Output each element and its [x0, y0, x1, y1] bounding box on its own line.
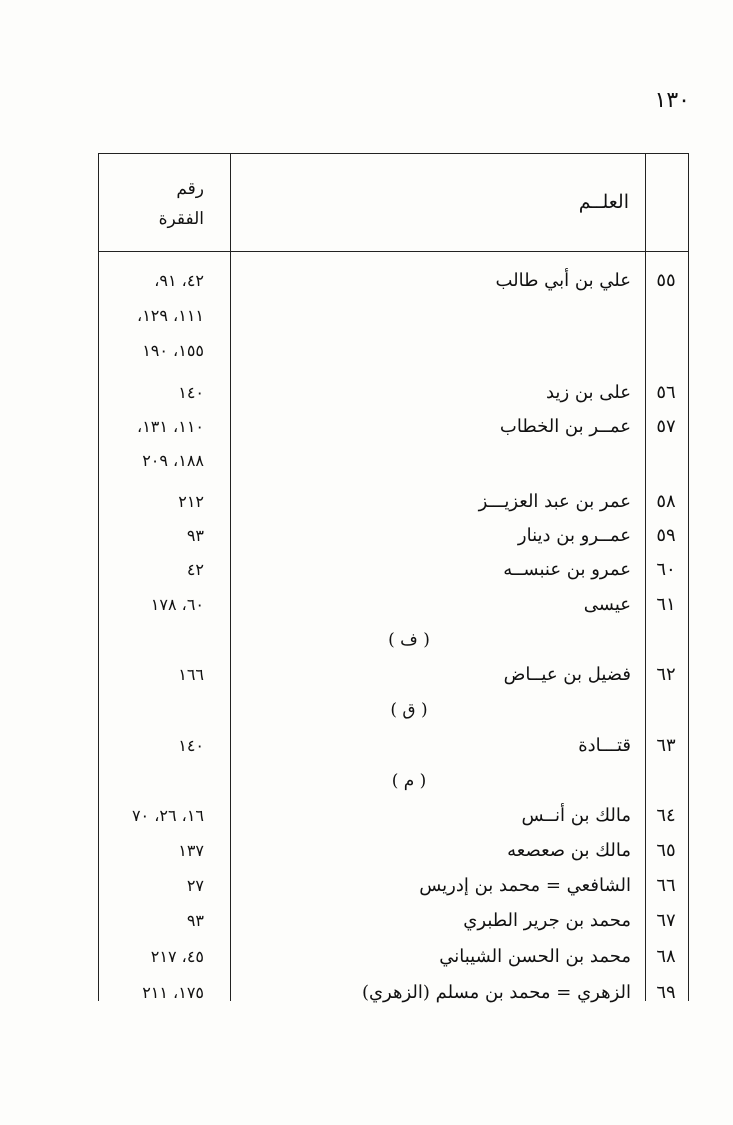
entry-number: ٦٨ — [656, 946, 676, 967]
paragraph-numbers: ١٧٥، ٢١١ — [142, 983, 204, 1002]
entry-number: ٦٥ — [656, 840, 676, 861]
paragraph-numbers: ١١٠، ١٣١، — [137, 417, 204, 436]
paragraph-numbers: ١٥٥، ١٩٠ — [142, 341, 204, 360]
entry-name: على بن زيد — [545, 382, 631, 403]
header-paragraph — [109, 174, 204, 234]
table-row — [99, 658, 688, 692]
header-paragraph-line1: رقم — [176, 179, 204, 199]
paragraph-numbers: ١٤٠ — [178, 736, 204, 755]
index-table — [98, 153, 689, 1001]
section-letter: ( ف ) — [388, 630, 430, 650]
header-name: العلــم — [578, 191, 629, 213]
entry-number: ٥٨ — [656, 491, 676, 512]
entry-name: عمــرو بن دينار — [517, 525, 631, 546]
paragraph-numbers: ١٦، ٢٦، ٧٠ — [131, 806, 204, 825]
entry-name: محمد بن جرير الطبري — [463, 910, 631, 931]
table-row — [99, 485, 688, 519]
entry-name: محمد بن الحسن الشيباني — [439, 946, 631, 967]
table-row — [99, 444, 688, 478]
entry-number: ٦٠ — [656, 559, 676, 580]
entry-name: عمــر بن الخطاب — [499, 416, 631, 437]
paragraph-numbers: ٤٢ — [186, 560, 204, 579]
section-letter: ( ق ) — [390, 700, 428, 720]
table-row — [99, 976, 688, 1010]
paragraph-numbers: ١١١، ١٢٩، — [137, 306, 204, 325]
entry-number: ٦٩ — [656, 982, 676, 1003]
entry-name: الزهري = محمد بن مسلم (الزهري) — [361, 982, 631, 1003]
table-row — [99, 869, 688, 903]
paragraph-numbers: ٩٣ — [186, 526, 204, 545]
entry-name: الشافعي = محمد بن إدريس — [419, 875, 631, 896]
table-row — [99, 904, 688, 938]
entry-name: قتـــادة — [578, 735, 631, 756]
entry-number: ٦٤ — [656, 805, 676, 826]
paragraph-numbers: ٩٣ — [186, 911, 204, 930]
paragraph-numbers: ١٨٨، ٢٠٩ — [142, 451, 204, 470]
entry-number: ٦٣ — [656, 735, 676, 756]
header-rule — [99, 251, 688, 252]
table-row — [99, 729, 688, 763]
entry-number: ٦٦ — [656, 875, 676, 896]
paragraph-numbers: ٤٥، ٢١٧ — [150, 947, 204, 966]
table-row — [99, 264, 688, 298]
entry-name: مالك بن صعصعه — [507, 840, 631, 861]
entry-number: ٦٢ — [656, 664, 676, 685]
entry-name: فضيل بن عيــاض — [503, 664, 631, 685]
entry-number: ٥٥ — [656, 270, 676, 291]
table-row — [99, 376, 688, 410]
entry-number: ٦٧ — [656, 910, 676, 931]
entry-number: ٦١ — [656, 594, 676, 615]
paragraph-numbers: ١٤٠ — [178, 383, 204, 402]
paragraph-numbers: ٤٢، ٩١، — [154, 271, 204, 290]
entry-name: عيسى — [583, 594, 631, 615]
table-row — [99, 799, 688, 833]
entry-number: ٥٧ — [656, 416, 676, 437]
paragraph-numbers: ٢٧ — [186, 876, 204, 895]
entry-number: ٥٩ — [656, 525, 676, 546]
table-row — [99, 519, 688, 553]
table-row — [99, 299, 688, 333]
entry-name: مالك بن أنــس — [521, 805, 631, 826]
table-row — [99, 588, 688, 622]
table-row — [99, 334, 688, 368]
entry-number: ٥٦ — [656, 382, 676, 403]
section-letter: ( م ) — [391, 771, 427, 791]
entry-name: علي بن أبي طالب — [495, 270, 631, 291]
header-paragraph-line2: الفقرة — [158, 209, 204, 229]
paragraph-numbers: ١٦٦ — [178, 665, 204, 684]
page-number: ١٣٠ — [654, 88, 690, 113]
paragraph-numbers: ١٣٧ — [178, 841, 204, 860]
entry-name: عمر بن عبد العزيـــز — [478, 491, 631, 512]
entry-name: عمرو بن عنبســه — [503, 559, 631, 580]
table-row — [99, 834, 688, 868]
table-row — [99, 553, 688, 587]
table-row — [99, 940, 688, 974]
paragraph-numbers: ٦٠، ١٧٨ — [150, 595, 204, 614]
paragraph-numbers: ٢١٢ — [178, 492, 204, 511]
table-row — [99, 410, 688, 444]
